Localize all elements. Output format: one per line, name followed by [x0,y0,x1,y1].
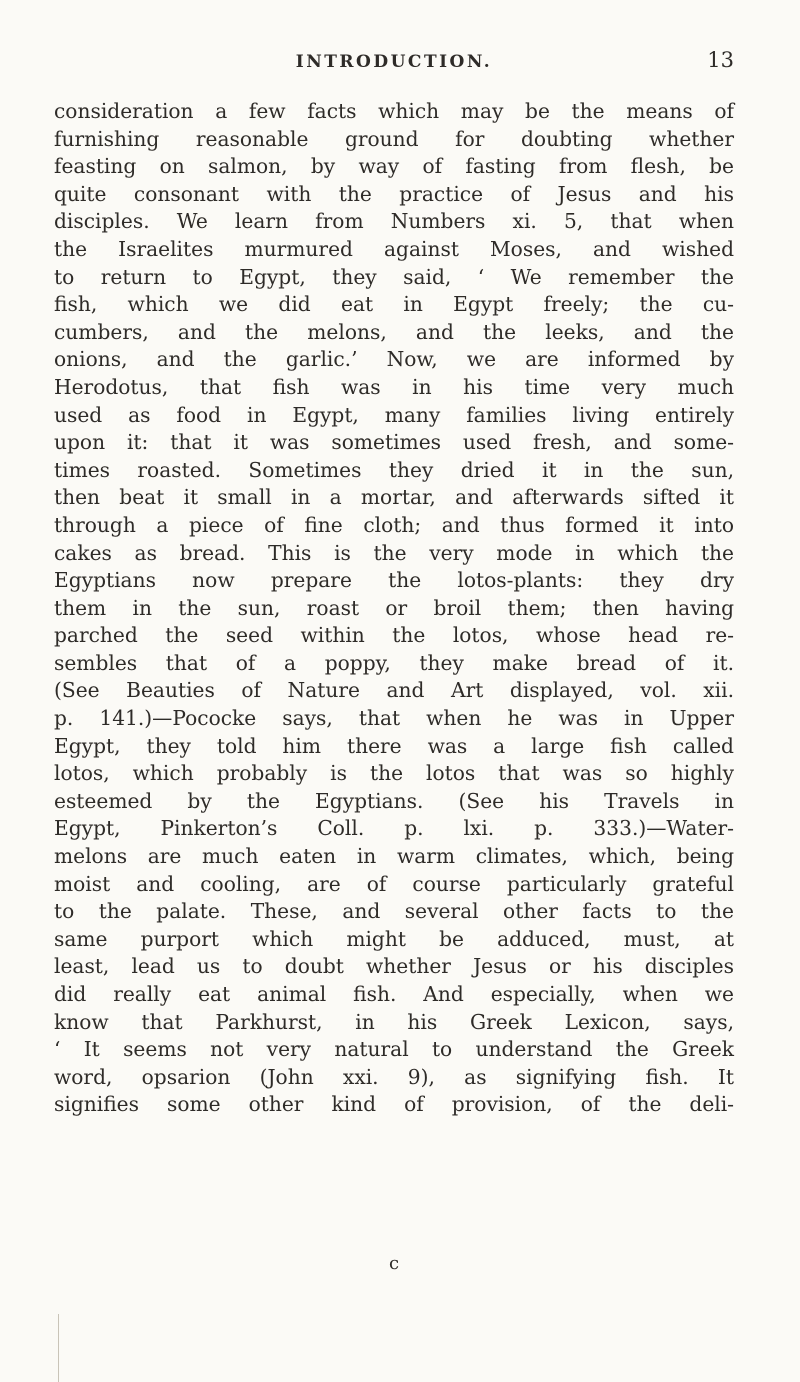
signature-mark: c [388,1253,400,1274]
text-line: word, opsarion (John xxi. 9), as signifying fish. It [54,1064,734,1089]
text-line: same purport which might be adduced, must, at [54,926,734,951]
text-line: consideration a few facts which may be the means of [54,99,734,123]
text-line: quite consonant with the practice of Jesus and his [54,181,734,206]
text-line: onions, and the garlic.’ Now, we are informed by [54,347,734,372]
text-line: disciples. We learn from Numbers xi. 5, that when [54,209,734,234]
text-line: ‘ It seems not very natural to understand the Greek [54,1037,734,1062]
text-line: the Israelites murmured against Moses, and wished [54,236,734,261]
text-line: Egypt, they told him there was a large fish called [54,733,734,758]
text-line: (See Beauties of Nature and Art displayed, vol. xii. [54,678,734,703]
text-line: moist and cooling, are of course particularly grateful [54,871,734,896]
text-line: to the palate. These, and several other facts to the [54,899,734,924]
text-line: lotos, which probably is the lotos that was so highly [54,761,734,786]
text-line: p. 141.)—Pococke says, that when he was in Upper [54,706,734,731]
text-line: know that Parkhurst, in his Greek Lexicon, says, [54,1009,734,1034]
text-line: fish, which we did eat in Egypt freely; the cu- [54,292,734,317]
text-line: did really eat animal fish. And especially, when we [54,982,734,1006]
gutter-line [58,1314,59,1382]
text-line: Egyptians now prepare the lotos-plants: they dry [54,568,734,593]
text-line: parched the seed within the lotos, whose head re- [54,623,734,648]
text-line: then beat it small in a mortar, and afterwards sifted it [54,485,734,510]
text-line: them in the sun, roast or broil them; then having [54,595,734,620]
text-line: Egypt, Pinkerton’s Coll. p. lxi. p. 333.)—Water- [54,816,734,841]
text-line: cakes as bread. This is the very mode in which the [54,540,734,565]
text-line: times roasted. Sometimes they dried it in the sun, [54,457,734,482]
text-line: signifies some other kind of provision, of the deli- [54,1092,734,1117]
text-line: feasting on salmon, by way of fasting from flesh, be [54,154,734,179]
body-text [54,98,734,1119]
text-line: through a piece of fine cloth; and thus formed it into [54,512,734,537]
text-line: cumbers, and the melons, and the leeks, and the [54,319,734,344]
text-line: to return to Egypt, they said, ‘ We remember the [54,264,734,289]
text-line: furnishing reasonable ground for doubting whether [54,126,734,151]
text-line: Herodotus, that fish was in his time very much [54,374,734,399]
text-line: used as food in Egypt, many families living entirely [54,402,734,427]
text-line: melons are much eaten in warm climates, which, being [54,844,734,869]
page-number: 13 [707,48,734,72]
book-page [54,48,734,1322]
text-line: least, lead us to doubt whether Jesus or his disciples [54,954,734,979]
text-line: upon it: that it was sometimes used fresh, and some- [54,430,734,455]
text-line: esteemed by the Egyptians. (See his Travels in [54,788,734,813]
text-line: sembles that of a poppy, they make bread of it. [54,650,734,675]
running-head: INTRODUCTION. [295,52,493,72]
page-header [54,48,734,92]
